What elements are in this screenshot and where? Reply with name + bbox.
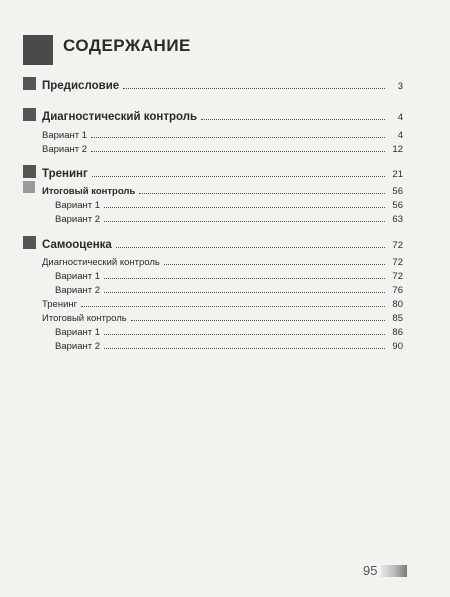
toc-entry-page: 80 <box>392 299 403 310</box>
toc-entry-label: Вариант 2 <box>55 285 101 296</box>
section-marker <box>23 165 36 178</box>
dot-leader <box>92 175 385 177</box>
toc-entry[interactable] <box>42 183 403 197</box>
dot-leader <box>123 87 385 89</box>
toc-entry[interactable] <box>42 78 403 92</box>
toc-entry-label: Вариант 2 <box>55 341 101 352</box>
page-number: 95 <box>363 563 378 578</box>
toc-entry-page: 56 <box>392 200 403 211</box>
dot-leader <box>91 150 385 152</box>
dot-leader <box>139 192 385 194</box>
toc-entry-page: 86 <box>392 327 403 338</box>
dot-leader <box>131 319 385 321</box>
toc-entry[interactable] <box>42 254 403 268</box>
toc-entry-page: 3 <box>397 81 403 92</box>
toc-entry[interactable] <box>55 268 403 282</box>
toc-entry-page: 72 <box>392 240 403 251</box>
toc-entry-page: 90 <box>392 341 403 352</box>
dot-leader <box>104 333 385 335</box>
dot-leader <box>104 347 385 349</box>
toc-entry[interactable] <box>42 310 403 324</box>
toc-entry-label: Итоговый контроль <box>42 186 136 197</box>
toc-entry-label: Тренинг <box>42 299 78 310</box>
toc-entry[interactable] <box>42 141 403 155</box>
toc-entry-label: Вариант 2 <box>55 214 101 225</box>
toc-entry-page: 72 <box>392 271 403 282</box>
title-square-mark <box>23 35 53 65</box>
toc-entry-page: 56 <box>392 186 403 197</box>
dot-leader <box>91 136 385 138</box>
toc-entry-page: 4 <box>397 130 403 141</box>
toc-entry-label: Итоговый контроль <box>42 313 127 324</box>
toc-entry-page: 4 <box>397 112 403 123</box>
toc-entry[interactable] <box>55 211 403 225</box>
toc-entry[interactable] <box>42 237 403 251</box>
dot-leader <box>104 277 385 279</box>
page-number-gradient-bar <box>381 565 407 577</box>
toc-entry-label: Диагностический контроль <box>42 111 198 123</box>
toc-entry-label: Диагностический контроль <box>42 257 160 268</box>
toc-entry-label: Самооценка <box>42 239 112 251</box>
toc-entry[interactable] <box>42 166 403 180</box>
toc-entry-label: Вариант 1 <box>42 130 88 141</box>
dot-leader <box>201 118 385 120</box>
toc-entry-page: 76 <box>392 285 403 296</box>
toc-entry-label: Тренинг <box>42 168 88 180</box>
toc-entry[interactable] <box>42 109 403 123</box>
toc-entry-label: Вариант 1 <box>55 327 101 338</box>
toc-entry-page: 12 <box>392 144 403 155</box>
toc-entry-label: Вариант 1 <box>55 200 101 211</box>
section-marker <box>23 236 36 249</box>
dot-leader <box>164 263 385 265</box>
toc-entry-page: 63 <box>392 214 403 225</box>
toc-entry-page: 85 <box>392 313 403 324</box>
toc-entry-label: Вариант 1 <box>55 271 101 282</box>
section-marker <box>23 77 36 90</box>
section-marker <box>23 108 36 121</box>
toc-entry[interactable] <box>55 282 403 296</box>
toc-entry[interactable] <box>42 296 403 310</box>
subsection-marker <box>23 181 35 193</box>
dot-leader <box>104 220 385 222</box>
toc-entry-label: Вариант 2 <box>42 144 88 155</box>
dot-leader <box>116 246 385 248</box>
toc-entry-label: Предисловие <box>42 80 120 92</box>
dot-leader <box>104 206 385 208</box>
toc-entry-page: 21 <box>392 169 403 180</box>
toc-entry-page: 72 <box>392 257 403 268</box>
toc-entry[interactable] <box>42 127 403 141</box>
dot-leader <box>104 291 385 293</box>
toc-entry[interactable] <box>55 338 403 352</box>
dot-leader <box>81 305 385 307</box>
toc-entry[interactable] <box>55 324 403 338</box>
page-title: СОДЕРЖАНИЕ <box>63 36 191 55</box>
toc-entry[interactable] <box>55 197 403 211</box>
